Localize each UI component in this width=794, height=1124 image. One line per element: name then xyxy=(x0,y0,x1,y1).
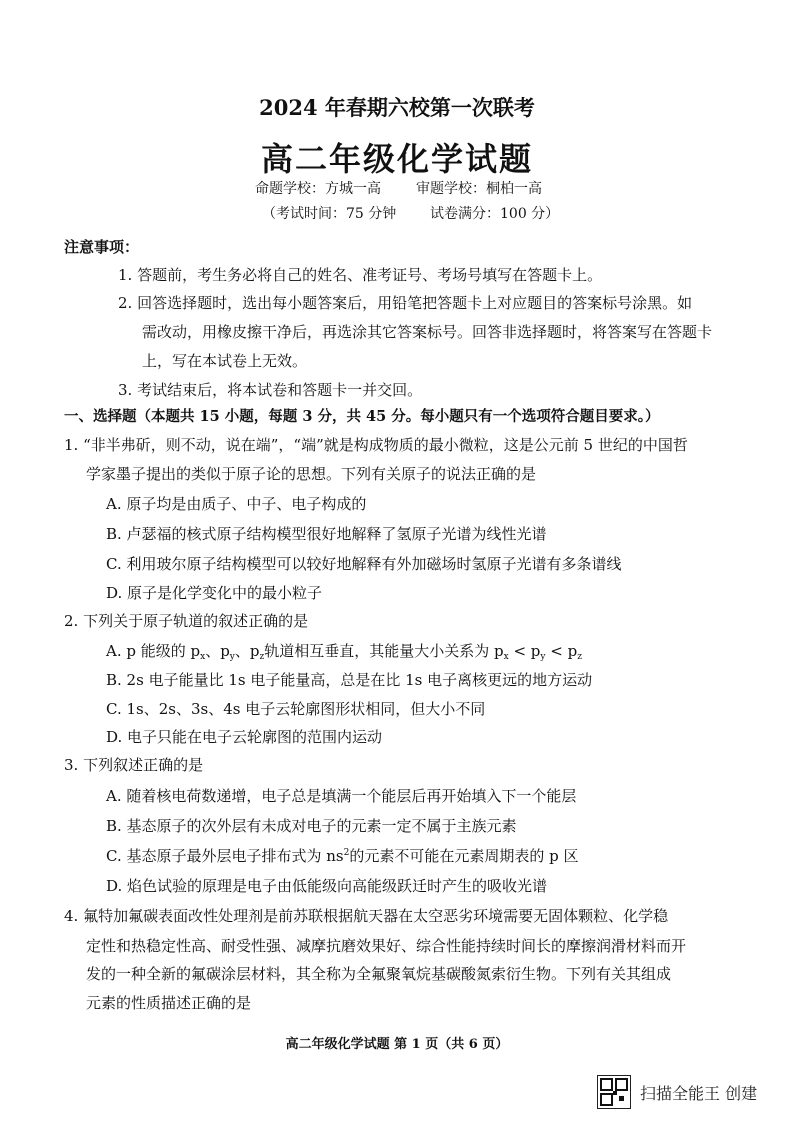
scanner-watermark: 扫描全能王 创建 xyxy=(640,1084,758,1103)
reviewer-school: 审题学校：桐柏一高 xyxy=(416,181,542,197)
q1-option-b: B. 卢瑟福的核式原子结构模型很好地解释了氢原子光谱为线性光谱 xyxy=(106,525,547,543)
notice-item-2-cont: 需改动，用橡皮擦干净后，再选涂其它答案标号。回答非选择题时，将答案写在答题卡 xyxy=(142,323,713,341)
notice-item-3: 3. 考试结束后，将本试卷和答题卡一并交回。 xyxy=(118,381,423,399)
q1-option-d: D. 原子是化学变化中的最小粒子 xyxy=(106,584,323,602)
section-heading: 一、选择题（本题共 15 小题，每题 3 分，共 45 分。每小题只有一个选项符合题目要求。） xyxy=(64,408,660,425)
notice-item-1: 1. 答题前，考生务必将自己的姓名、准考证号、考场号填写在答题卡上。 xyxy=(118,266,603,284)
q2-option-c: C. 1s、2s、3s、4s 电子云轮廓图形状相同，但大小不同 xyxy=(106,700,486,718)
q3-option-b: B. 基态原子的次外层有未成对电子的元素一定不属于主族元素 xyxy=(106,817,517,835)
q4-line-1: 4. 氟特加氟碳表面改性处理剂是前苏联根据航天器在太空恶劣环境需要无固体颗粒、化学稳 xyxy=(64,907,669,925)
paper-title: 高二年级化学试题 xyxy=(260,140,533,178)
q2-option-d: D. 电子只能在电子云轮廓图的范围内运动 xyxy=(106,728,383,746)
notice-item-2: 2. 回答选择题时，选出每小题答案后，用铅笔把答题卡上对应题目的答案标号涂黑。如 xyxy=(118,294,693,312)
q1-option-c: C. 利用玻尔原子结构模型可以较好地解释有外加磁场时氢原子光谱有多条谱线 xyxy=(106,555,622,573)
full-score: 试卷满分：100 分） xyxy=(430,206,560,222)
q3-option-a: A. 随着核电荷数递增，电子总是填满一个能层后再开始填入下一个能层 xyxy=(106,787,577,805)
q3-option-d: D. 焰色试验的原理是电子由低能级向高能级跃迁时产生的吸收光谱 xyxy=(106,877,548,895)
q4-line-3: 发的一种全新的氟碳涂层材料，其全称为全氟聚氧烷基碳酸氮索衍生物。下列有关其组成 xyxy=(86,965,672,983)
q3-option-c: C. 基态原子最外层电子排布式为 $ns^2$的元素不可能在元素周期表的 p 区 xyxy=(106,847,579,865)
q2-option-b: B. 2s 电子能量比 1s 电子能量高，总是在比 1s 电子离核更远的地方运动 xyxy=(106,671,593,689)
q4-line-2: 定性和热稳定性高、耐受性强、减摩抗磨效果好、综合性能持续时间长的摩擦润滑材料而开 xyxy=(86,937,687,955)
q3-stem: 3. 下列叙述正确的是 xyxy=(64,756,204,774)
notice-item-2-cont2: 上，写在本试卷上无效。 xyxy=(142,352,308,370)
q1-stem-2: 学家墨子提出的类似于原子论的思想。下列有关原子的说法正确的是 xyxy=(86,465,537,483)
q4-line-4: 元素的性质描述正确的是 xyxy=(86,994,252,1012)
notice-heading: 注意事项： xyxy=(64,238,140,256)
exam-time: （考试时间：75 分钟 xyxy=(262,206,397,222)
exam-title: 2024 年春期六校第一次联考 xyxy=(259,95,535,120)
page-footer: 高二年级化学试题 第 1 页（共 6 页） xyxy=(285,1037,509,1052)
q1-option-a: A. 原子均是由质子、中子、电子构成的 xyxy=(106,495,367,513)
setter-school: 命题学校：方城一高 xyxy=(255,181,381,197)
q2-stem: 2. 下列关于原子轨道的叙述正确的是 xyxy=(64,612,309,630)
q2-option-a: A. p 能级的 $p_x$、$p_y$、$p_z$轨道相互垂直，其能量大小关系为 $p_x < p_y < p_z$ xyxy=(106,642,582,662)
q1-stem-1: 1. “非半弗斫，则不动，说在端”，“端”就是构成物质的最小微粒，这是公元前 5 世纪的中国哲 xyxy=(64,436,688,454)
qr-code-icon xyxy=(597,1075,631,1109)
